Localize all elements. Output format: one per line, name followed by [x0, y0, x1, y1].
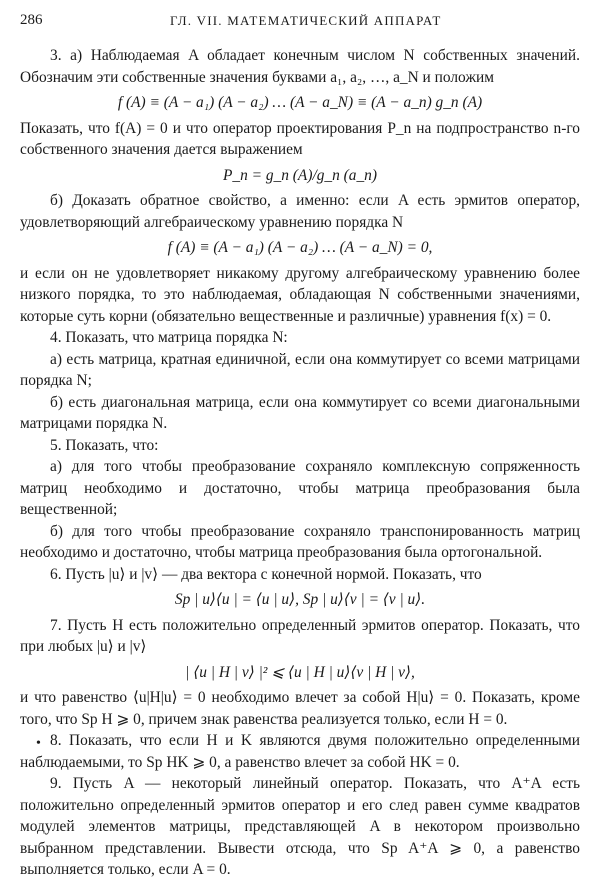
formula-line — [20, 662, 580, 684]
formula-text: | ⟨u | H | v⟩ |² ⩽ ⟨u | H | u⟩⟨v | H | v⟩, — [185, 663, 415, 681]
text-paragraph — [20, 456, 580, 521]
paragraph-text: Показать, что f(A) = 0 и что оператор проектирования P_n на подпространство n-го собственного значения дается выражением — [20, 119, 580, 158]
text-paragraph — [20, 615, 580, 658]
formula-line — [20, 589, 580, 611]
paragraph-text: 4. Показать, что матрица порядка N: — [50, 329, 288, 346]
formula-text: Sp | u⟩⟨u | = ⟨u | u⟩, Sp | u⟩⟨v | = ⟨v | u⟩. — [174, 591, 426, 608]
paragraph-text: б) для того чтобы преобразование сохраняло транспонированность матриц необходимо и достаточно, чтобы матрица преобразования была ортогональной. — [20, 522, 580, 561]
margin-dot-mark: • — [36, 736, 41, 751]
formula-text: f (A) ≡ (A − a₁) (A − a₂) … (A − a_N) ≡ (A − a_n) g_n (A) — [117, 94, 483, 111]
text-paragraph — [20, 327, 580, 349]
paragraph-text: и если он не удовлетворяет никакому другому алгебраическому уравнению более низкого порядка, то это наблюдаемая, обладающая N собственными значениями, которые суть корни (обязательно вещественные и различные) уравнения f(x) = 0. — [20, 264, 580, 325]
text-paragraph — [20, 263, 580, 328]
paragraph-text: 3. а) Наблюдаемая A обладает конечным числом N собственных значений. Обозначим эти собственные значения буквами a₁, a₂, …, a_N и положим — [20, 47, 580, 86]
paragraph-text: б) Доказать обратное свойство, а именно: если A есть эрмитов оператор, удовлетворяющий алгебраическому уравнению порядка N — [20, 192, 580, 231]
paragraph-text: а) есть матрица, кратная единичной, если она коммутирует со всеми матрицами порядка N; — [20, 350, 580, 389]
text-paragraph — [20, 435, 580, 457]
page-number: 286 — [20, 12, 43, 28]
page-body — [20, 45, 580, 881]
text-paragraph — [20, 118, 580, 161]
text-paragraph — [20, 392, 580, 435]
formula-text: P_n = g_n (A)/g_n (a_n) — [222, 166, 377, 184]
paragraph-text: 5. Показать, что: — [50, 436, 159, 454]
text-paragraph — [20, 190, 580, 233]
paragraph-text: а) для того чтобы преобразование сохраняло комплексную сопряженность матриц необходимо и достаточно, чтобы матрица преобразования была вещественной; — [20, 458, 580, 518]
paragraph-text: 8. Показать, что если H и K являются двумя положительно определенными наблюдаемыми, то Sp HK ⩾ 0, а равенство влечет за собой HK = 0. — [20, 732, 580, 771]
paragraph-text: 7. Пусть H есть положительно определенный эрмитов оператор. Показать, что при любых |u⟩ и |v⟩ — [20, 616, 580, 655]
formula-text: f (A) ≡ (A − a₁) (A − a₂) … (A − a_N) = 0, — [167, 239, 433, 256]
formula-line — [20, 237, 580, 259]
text-paragraph — [20, 564, 580, 586]
paragraph-text: 9. Пусть A — некоторый линейный оператор. Показать, что A⁺A есть положительно определенный эрмитов оператор и его след равен сумме квадратов модулей элементов матрицы, представляющей A в некотором произвольно выбранном представлении. Вывести отсюда, что Sp A⁺A ⩾ 0, а равенство выполняется только, если A = 0. — [20, 775, 580, 878]
paragraph-text: 6. Пусть |u⟩ и |v⟩ — два вектора с конечной нормой. Показать, что — [50, 565, 482, 583]
running-head: ГЛ. VII. МАТЕМАТИЧЕСКИЙ АППАРАТ — [170, 13, 442, 28]
paragraph-text: и что равенство ⟨u|H|u⟩ = 0 необходимо влечет за собой H|u⟩ = 0. Показать, кроме того, что Sp H ⩾ 0, причем знак равенства реализуется только, если H = 0. — [20, 689, 580, 728]
paragraph-text: б) есть диагональная матрица, если она коммутирует со всеми диагональными матрицами порядка N. — [20, 393, 580, 432]
text-paragraph — [20, 521, 580, 564]
formula-line — [20, 92, 580, 114]
text-paragraph — [20, 773, 580, 881]
page-header — [20, 12, 580, 32]
text-paragraph — [20, 687, 580, 730]
text-paragraph — [20, 45, 580, 88]
formula-line — [20, 165, 580, 187]
text-paragraph — [20, 730, 580, 773]
text-paragraph — [20, 349, 580, 392]
